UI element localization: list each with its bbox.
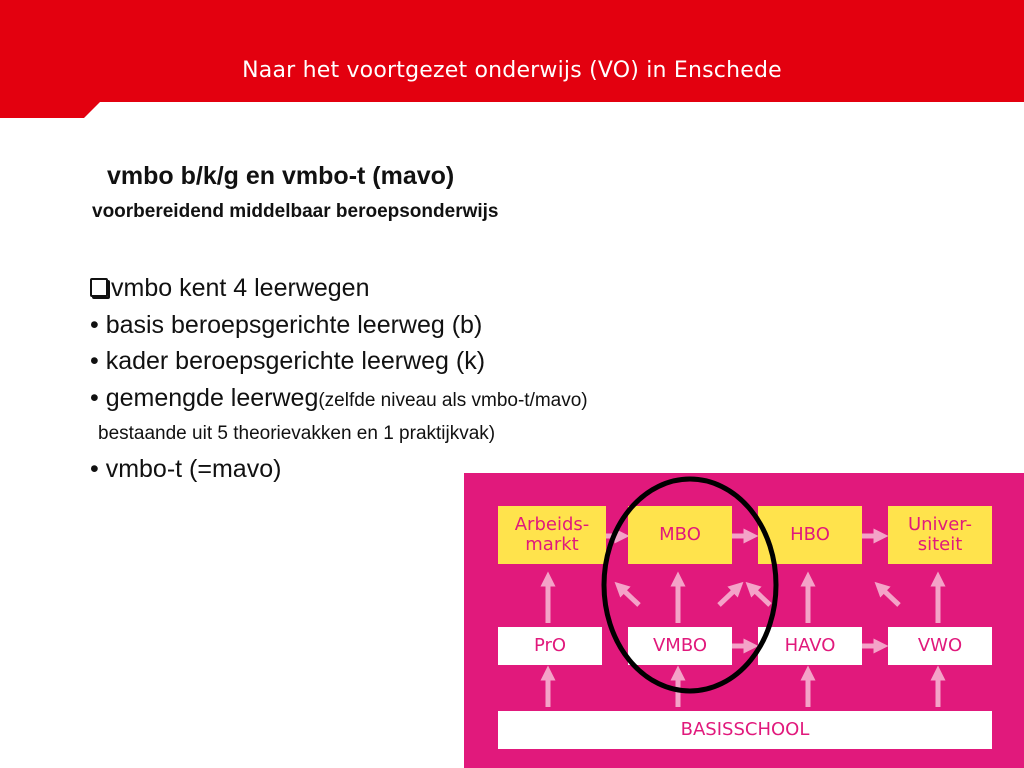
checkbox-icon [90,278,108,297]
box-vmbo: VMBO [628,627,732,665]
subsubtitle: voorbereidend middelbaar beroepsonderwijs [92,201,499,222]
list-item: • basis beroepsgerichte leerweg (b) [90,311,483,339]
list-item [90,384,588,413]
box-havo: HAVO [758,627,862,665]
box-vwo: VWO [888,627,992,665]
list-item-text: • gemengde leerweg [90,384,319,412]
header-banner [0,0,1024,118]
list-item-text: vmbo kent 4 leerwegen [111,274,370,302]
box-basisschool: BASISSCHOOL [498,711,992,749]
subtitle: vmbo b/k/g en vmbo-t (mavo) [107,162,455,190]
list-item-note: (zelfde niveau als vmbo-t/mavo) [318,390,588,411]
list-item-continuation: bestaande uit 5 theorievakken en 1 praktijkvak) [98,423,496,444]
list-item: • vmbo-t (=mavo) [90,455,282,483]
slide-title: Naar het voortgezet onderwijs (VO) in Enschede [242,58,782,83]
list-item [90,274,369,303]
box-universiteit: Univer- siteit [888,506,992,564]
box-arbeidsmarkt: Arbeids- markt [498,506,606,564]
school-system-diagram [464,473,1024,768]
box-mbo: MBO [628,506,732,564]
box-pro: PrO [498,627,602,665]
box-hbo: HBO [758,506,862,564]
highlight-circle [464,473,1024,768]
list-item: • kader beroepsgerichte leerweg (k) [90,347,486,375]
